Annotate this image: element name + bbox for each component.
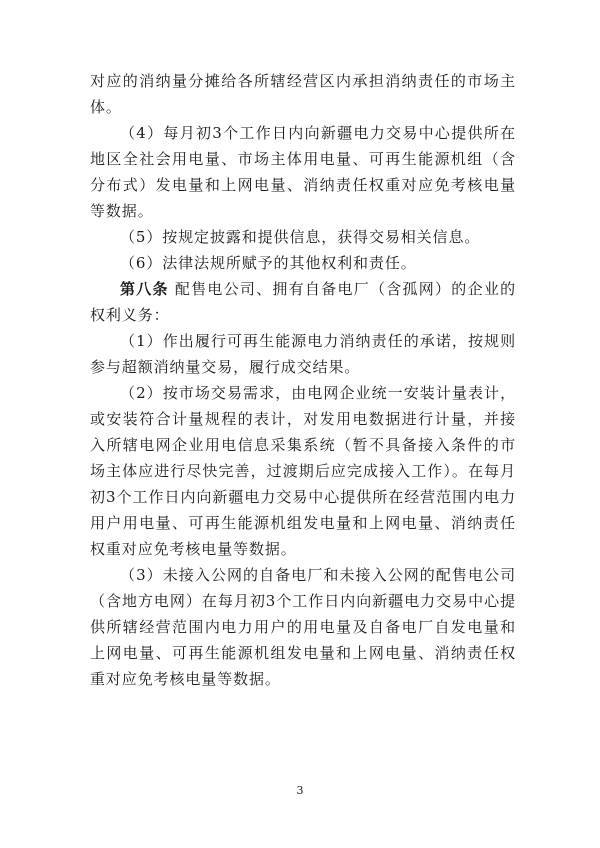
paragraph-item-6: （6）法律法规所赋予的其他权利和责任。 xyxy=(120,254,417,272)
article-8-item-2: （2）按市场交易需求，由电网企业统一安装计量表计，或安装符合计量规程的表计，对发用电数据进行计量，并接入所辖电网企业用电信息采集系统（暂不具备接入条件的市场主体应进行尽快完善，过渡期后应完成接入工作）。在每月初3个工作日内向新疆电力交易中心提供所在经营范围内电力用户用电量、可再生能源机组发电量和上网电量、消纳责任权重对应免考核电量等数据。 xyxy=(90,384,516,558)
article-8-label: 第八条 xyxy=(120,280,169,298)
paragraph-item-4: （4）每月初3个工作日内向新疆电力交易中心提供所在地区全社会用电量、市场主体用电量、可再生能源机组（含分布式）发电量和上网电量、消纳责任权重对应免考核电量等数据。 xyxy=(90,124,516,220)
paragraph-item-5: （5）按规定披露和提供信息，获得交易相关信息。 xyxy=(120,228,481,246)
document-body xyxy=(90,68,516,692)
paragraph-continuation: 对应的消纳量分摊给各所辖经营区内承担消纳责任的市场主体。 xyxy=(90,72,516,116)
article-8-item-3: （3）未接入公网的自备电厂和未接入公网的配售电公司（含地方电网）在每月初3个工作日内向新疆电力交易中心提供所辖经营范围内电力用户的用电量及自备电厂自发电量和上网电量、可再生能源机组发电量和上网电量、消纳责任权重对应免考核电量等数据。 xyxy=(90,566,516,688)
page-number: 3 xyxy=(296,784,304,797)
article-8-item-1: （1）作出履行可再生能源电力消纳责任的承诺，按规则参与超额消纳量交易，履行成交结果。 xyxy=(90,332,516,376)
article-8-heading: 第八条 配售电公司、拥有自备电厂（含孤网）的企业的权利义务： xyxy=(90,280,516,324)
